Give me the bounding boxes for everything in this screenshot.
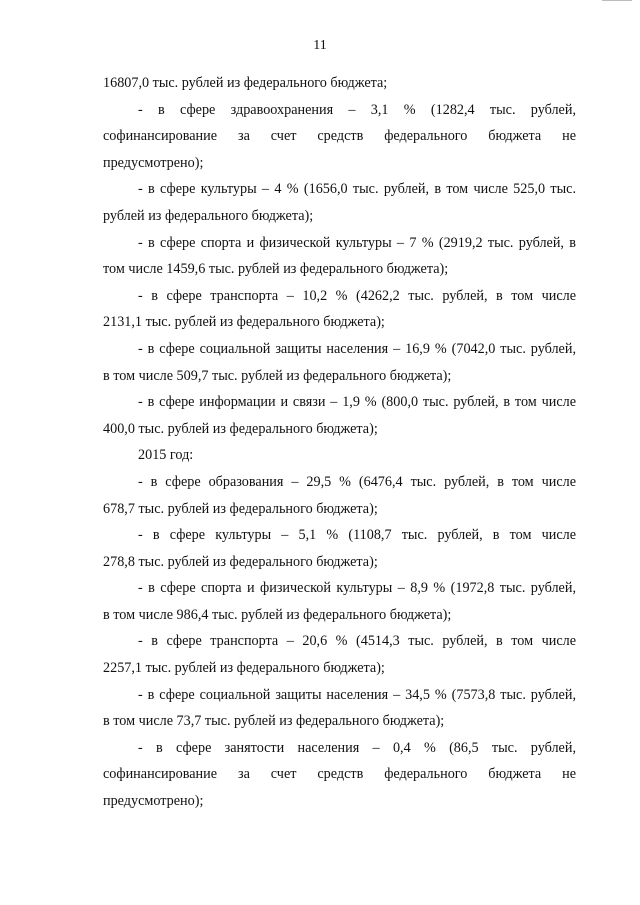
paragraph-line: - в сфере социальной защиты населения – 16,9 % (7042,0 тыс. рублей,: [138, 340, 576, 357]
paragraph-line: - в сфере культуры – 5,1 % (1108,7 тыс. рублей, в том числе: [138, 527, 576, 544]
paragraph-line: - в сфере культуры – 4 % (1656,0 тыс. рублей, в том числе 525,0 тыс.: [138, 181, 576, 198]
scan-edge-mark: [602, 0, 632, 1]
page-number: 11: [313, 38, 327, 53]
paragraph-line: 2015 год:: [138, 447, 194, 464]
paragraph-line: 2131,1 тыс. рублей из федерального бюджета);: [103, 314, 385, 331]
paragraph-line: рублей из федерального бюджета);: [103, 207, 314, 224]
paragraph-line: - в сфере социальной защиты населения – 34,5 % (7573,8 тыс. рублей,: [138, 686, 576, 703]
paragraph-line: софинансирование за счет средств федерального бюджета не: [103, 766, 576, 783]
paragraph-line: - в сфере спорта и физической культуры – 8,9 % (1972,8 тыс. рублей,: [138, 580, 576, 597]
paragraph-line: - в сфере информации и связи – 1,9 % (800,0 тыс. рублей, в том числе: [138, 394, 576, 411]
paragraph-line: 2257,1 тыс. рублей из федерального бюджета);: [103, 660, 385, 677]
paragraph-line: - в сфере транспорта – 10,2 % (4262,2 тыс. рублей, в том числе: [138, 287, 576, 304]
paragraph-line: 400,0 тыс. рублей из федерального бюджета);: [103, 420, 378, 437]
paragraph-line: предусмотрено);: [103, 154, 204, 171]
paragraph-line: в том числе 73,7 тыс. рублей из федерального бюджета);: [103, 713, 445, 730]
paragraph-line: - в сфере образования – 29,5 % (6476,4 тыс. рублей, в том числе: [138, 473, 576, 490]
paragraph-line: софинансирование за счет средств федерального бюджета не: [103, 128, 576, 145]
paragraph-line: - в сфере здравоохранения – 3,1 % (1282,4 тыс. рублей,: [138, 101, 576, 118]
paragraph-line: - в сфере транспорта – 20,6 % (4514,3 тыс. рублей, в том числе: [138, 633, 576, 650]
paragraph-line: в том числе 986,4 тыс. рублей из федерального бюджета);: [103, 606, 452, 623]
paragraph-line: - в сфере спорта и физической культуры – 7 % (2919,2 тыс. рублей, в: [138, 234, 576, 251]
paragraph-line: 678,7 тыс. рублей из федерального бюджета);: [103, 500, 378, 517]
paragraph-line: предусмотрено);: [103, 793, 204, 810]
paragraph-line: в том числе 509,7 тыс. рублей из федерального бюджета);: [103, 367, 452, 384]
document-body: [103, 70, 576, 815]
paragraph-line: - в сфере занятости населения – 0,4 % (86,5 тыс. рублей,: [138, 739, 576, 756]
paragraph-line: 278,8 тыс. рублей из федерального бюджета);: [103, 553, 378, 570]
paragraph-line: 16807,0 тыс. рублей из федерального бюджета;: [103, 75, 388, 91]
paragraph-line: том числе 1459,6 тыс. рублей из федерального бюджета);: [103, 261, 449, 278]
